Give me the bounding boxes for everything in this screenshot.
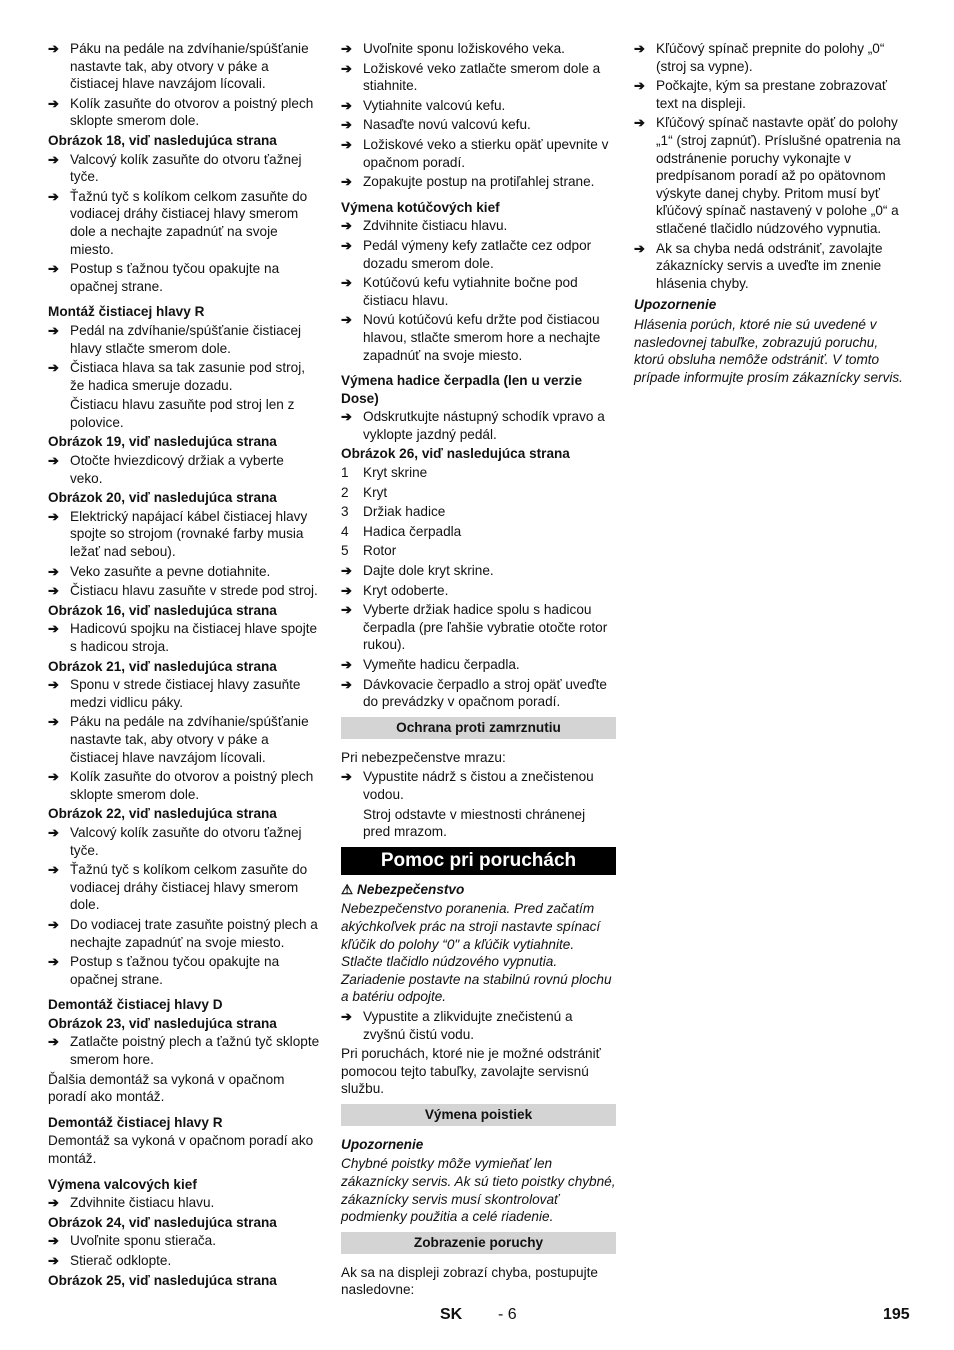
instruction-text: Kotúčovú kefu vytiahnite bočne pod čistiacu hlavu. — [363, 275, 578, 308]
arrow-icon: ➔ — [634, 78, 645, 94]
instruction-item — [48, 40, 320, 93]
arrow-icon: ➔ — [48, 714, 59, 730]
arrow-icon: ➔ — [341, 1008, 352, 1024]
instruction-text: Uvoľnite sponu ložiskového veka. — [363, 41, 565, 56]
instruction-text: Páku na pedále na zdvíhanie/spúšťanie nastavte tak, aby otvory v páke a čistiacej hlave navzájom lícovali. — [70, 714, 309, 765]
arrow-icon: ➔ — [341, 409, 352, 425]
arrow-icon: ➔ — [48, 563, 59, 579]
instruction-text: Ak sa chyba nedá odstrániť, zavolajte zákaznícky servis a uveďte im znenie hlásenia chyby. — [656, 240, 883, 291]
arrow-icon: ➔ — [341, 117, 352, 133]
instruction-text: Dávkovacie čerpadlo a stroj opäť uveďte do prevádzky v opačnom poradí. — [363, 676, 607, 710]
chapter-title: Pomoc pri poruchách — [341, 847, 616, 875]
instruction-item — [48, 151, 320, 186]
warning-heading — [341, 881, 616, 899]
numbered-item — [341, 464, 616, 482]
note-text: Chybné poistky môže vymieňať len zákaznícky servis. Ak sú tieto poistky chybné, zákaznícky servis musí skontrolovať podmienky použitia a celé riadenie. — [341, 1156, 616, 1225]
arrow-icon: ➔ — [341, 312, 352, 328]
section-title-bar: Výmena poistiek — [341, 1104, 616, 1126]
instruction-item — [341, 217, 616, 235]
arrow-icon: ➔ — [341, 275, 352, 291]
instruction-item — [341, 601, 616, 654]
instruction-text: Ložiskové veko a stierku opäť upevnite v opačnom poradí. — [363, 136, 609, 170]
instruction-text: Elektrický napájací kábel čistiacej hlavy spojte so strojom (rovnaké farby musia ležať nad sebou). — [70, 508, 308, 560]
section-heading: Obrázok 24, viď nasledujúca strana — [48, 1214, 277, 1230]
paragraph: Ďalšia demontáž sa vykoná v opačnom poradí ako montáž. — [48, 1071, 285, 1105]
arrow-icon: ➔ — [634, 115, 645, 131]
section-title-bar: Zobrazenie poruchy — [341, 1232, 616, 1254]
instruction-item — [341, 1008, 616, 1043]
instruction-text: Ložiskové veko zatlačte smerom dole a stiahnite. — [363, 60, 601, 94]
section-heading: Obrázok 23, viď nasledujúca strana — [48, 1015, 277, 1031]
arrow-icon: ➔ — [48, 188, 59, 204]
section-title-bar: Ochrana proti zamrznutiu — [341, 717, 616, 739]
column-left — [48, 40, 320, 1290]
arrow-icon: ➔ — [48, 1253, 59, 1268]
instruction-text: Kľúčový spínač nastavte opäť do polohy „1“ (stroj zapnúť). Príslušné opatrenia na odstránenie poruchy vykonajte v predpísanom poradí až po opätovnom výskyte danej chyby. Pritom musí byť kľúčový spínač nastavený v polohe „0“ a stlačené tlačidlo núdzového vypnutia. — [656, 115, 901, 236]
instruction-item — [48, 676, 320, 711]
instruction-item — [48, 322, 320, 357]
arrow-icon: ➔ — [48, 360, 59, 376]
section-heading: Obrázok 22, viď nasledujúca strana — [48, 806, 277, 822]
instruction-item — [48, 861, 320, 914]
arrow-icon: ➔ — [341, 769, 352, 785]
instruction-text: Postup s ťažnou tyčou opakujte na opačnej strane. — [70, 954, 280, 987]
arrow-icon: ➔ — [48, 769, 59, 785]
instruction-item — [48, 620, 320, 655]
instruction-text: Páku na pedále na zdvíhanie/spúšťanie nastavte tak, aby otvory v páke a čistiacej hlave navzájom lícovali. — [70, 41, 309, 92]
footer-language: SK — [440, 1306, 463, 1323]
arrow-icon: ➔ — [341, 582, 352, 598]
item-text: Kryt — [363, 484, 388, 500]
instruction-item — [48, 452, 320, 487]
instruction-text: Pedál výmeny kefy zatlačte cez odpor dozadu smerom dole. — [363, 237, 592, 271]
instruction-item — [341, 676, 616, 711]
arrow-icon: ➔ — [48, 1233, 59, 1249]
arrow-icon: ➔ — [48, 621, 59, 637]
instruction-text: Pedál na zdvíhanie/spúšťanie čistiacej hlavy stlačte smerom dole. — [70, 322, 302, 356]
instruction-item — [48, 260, 320, 295]
numbered-item — [341, 484, 616, 502]
section-heading: Výmena valcových kief — [48, 1176, 197, 1192]
instruction-item — [48, 563, 320, 581]
continuation-text: Čistiacu hlavu zasuňte pod stroj len z polovice. — [70, 397, 295, 430]
instruction-text: Kryt odoberte. — [363, 582, 449, 598]
instruction-text: Zatlačte poistný plech a ťažnú tyč sklopte smerom hore. — [70, 1034, 320, 1068]
instruction-text: Kľúčový spínač prepnite do polohy „0“ (stroj sa vypne). — [656, 41, 885, 74]
numbered-item — [341, 503, 616, 521]
arrow-icon: ➔ — [48, 261, 59, 277]
item-text: Rotor — [363, 543, 397, 559]
instruction-text: Veko zasuňte a pevne dotiahnite. — [70, 563, 271, 579]
instruction-item — [48, 1033, 320, 1068]
warning-triangle-icon: ⚠ — [341, 881, 354, 897]
section-heading: Obrázok 21, viď nasledujúca strana — [48, 658, 277, 674]
item-number: 4 — [341, 523, 349, 539]
arrow-icon: ➔ — [48, 916, 59, 932]
arrow-icon: ➔ — [634, 41, 645, 56]
item-number: 1 — [341, 465, 349, 481]
instruction-item — [48, 1252, 320, 1270]
instruction-text: Otočte hviezdicový držiak a vyberte veko. — [70, 453, 284, 486]
section-heading: Obrázok 18, viď nasledujúca strana — [48, 132, 277, 148]
arrow-icon: ➔ — [341, 676, 352, 692]
item-text: Kryt skrine — [363, 465, 428, 481]
arrow-icon: ➔ — [341, 657, 352, 672]
note-text: Hlásenia porúch, ktoré nie sú uvedené v nasledovnej tabuľke, zobrazujú poruchu, ktorú obsluha nemôže odstrániť. V tomto prípade informujte prosím zákaznícky servis. — [634, 316, 903, 385]
arrow-icon: ➔ — [341, 60, 352, 76]
arrow-icon: ➔ — [341, 174, 352, 190]
instruction-text: Vyberte držiak hadice spolu s hadicou čerpadla (pre ľahšie vybratie otočte rotor rukou). — [363, 602, 608, 653]
instruction-text: Ťažnú tyč s kolíkom celkom zasuňte do vodiacej dráhy čistiacej hlavy smerom dole a nechajte zapadnúť na svoje miesto. — [70, 188, 308, 257]
instruction-item — [634, 240, 908, 293]
instruction-item — [341, 656, 616, 674]
paragraph: Pri poruchách, ktoré nie je možné odstrániť pomocou tejto tabuľky, zavolajte servisnú službu. — [341, 1046, 601, 1097]
instruction-item — [48, 188, 320, 258]
instruction-item — [48, 713, 320, 766]
arrow-icon: ➔ — [48, 862, 59, 878]
instruction-item — [341, 408, 616, 443]
instruction-item — [341, 311, 616, 364]
arrow-icon: ➔ — [48, 824, 59, 840]
instruction-item — [48, 582, 320, 600]
section-heading: Obrázok 19, viď nasledujúca strana — [48, 434, 277, 450]
instruction-item — [48, 953, 320, 988]
instruction-item — [341, 237, 616, 272]
instruction-item — [634, 114, 908, 237]
instruction-text: Zdvihnite čistiacu hlavu. — [363, 218, 508, 234]
instruction-item — [48, 1194, 320, 1212]
arrow-icon: ➔ — [48, 1195, 59, 1211]
instruction-item — [48, 916, 320, 951]
instruction-item — [341, 40, 616, 58]
section-heading: Obrázok 25, viď nasledujúca strana — [48, 1272, 277, 1288]
numbered-item — [341, 523, 616, 541]
section-heading: Montáž čistiacej hlavy R — [48, 304, 205, 320]
paragraph: Demontáž sa vykoná v opačnom poradí ako montáž. — [48, 1133, 314, 1167]
instruction-item — [341, 173, 616, 191]
instruction-text: Vypustite nádrž s čistou a znečistenou vodou. — [363, 769, 594, 802]
instruction-text: Uvoľnite sponu stierača. — [70, 1233, 217, 1249]
arrow-icon: ➔ — [341, 136, 352, 152]
note-text: Nebezpečenstvo poranenia. Pred začatím akýchkoľvek prác na stroji nastavte spínací kľúčik do polohy “0" a kľúčik vytiahnite. Stlačte tlačidlo núdzového vypnutia. Zariadenie postavte na stabilnú rovnú plochu a batériu odpojte. — [341, 901, 612, 1005]
section-heading: Obrázok 20, viď nasledujúca strana — [48, 490, 277, 506]
arrow-icon: ➔ — [341, 97, 352, 113]
instruction-text: Hadicovú spojku na čistiacej hlave spojte s hadicou stroja. — [70, 621, 318, 654]
section-heading: Obrázok 26, viď nasledujúca strana — [341, 446, 570, 462]
numbered-item — [341, 542, 616, 560]
column-right — [634, 40, 908, 388]
instruction-text: Postup s ťažnou tyčou opakujte na opačnej strane. — [70, 261, 280, 294]
instruction-item — [341, 97, 616, 115]
arrow-icon: ➔ — [48, 453, 59, 469]
item-number: 3 — [341, 504, 349, 520]
section-heading: Obrázok 16, viď nasledujúca strana — [48, 602, 277, 618]
section-heading: Výmena hadice čerpadla (len u verzie Dose) — [341, 373, 583, 406]
section-heading: Demontáž čistiacej hlavy D — [48, 997, 223, 1013]
instruction-item — [341, 562, 616, 580]
footer-section-page: - 6 — [498, 1306, 517, 1323]
instruction-text: Čistiaca hlava sa tak zasunie pod stroj, že hadica smeruje dozadu. — [70, 360, 305, 393]
instruction-item — [634, 77, 908, 112]
instruction-text: Zdvihnite čistiacu hlavu. — [70, 1195, 215, 1211]
item-text: Držiak hadice — [363, 504, 446, 520]
arrow-icon: ➔ — [341, 41, 352, 56]
arrow-icon: ➔ — [48, 583, 59, 599]
arrow-icon: ➔ — [48, 954, 59, 970]
instruction-text: Ťažnú tyč s kolíkom celkom zasuňte do vodiacej dráhy čistiacej hlavy smerom dole. — [70, 862, 308, 913]
instruction-text: Valcový kolík zasuňte do otvoru ťažnej tyče. — [70, 824, 302, 858]
arrow-icon: ➔ — [48, 95, 59, 111]
arrow-icon: ➔ — [48, 508, 59, 524]
instruction-text: Kolík zasuňte do otvorov a poistný plech sklopte smerom dole. — [70, 769, 314, 802]
instruction-text: Sponu v strede čistiacej hlavy zasuňte medzi vidlicu páky. — [70, 677, 301, 710]
instruction-item — [48, 508, 320, 561]
instruction-text: Valcový kolík zasuňte do otvoru ťažnej tyče. — [70, 151, 302, 185]
instruction-text: Čistiacu hlavu zasuňte v strede pod stroj. — [70, 583, 318, 599]
paragraph: Pri nebezpečenstve mrazu: — [341, 749, 506, 765]
instruction-item — [48, 359, 320, 394]
instruction-item — [48, 824, 320, 859]
instruction-item — [341, 60, 616, 95]
instruction-text: Kolík zasuňte do otvorov a poistný plech sklopte smerom dole. — [70, 95, 314, 129]
instruction-text: Novú kotúčovú kefu držte pod čistiacou hlavou, stlačte smerom hore a nechajte zapadnúť na svoje miesto. — [363, 312, 601, 363]
instruction-text: Vymeňte hadicu čerpadla. — [363, 657, 520, 672]
instruction-item — [48, 768, 320, 803]
instruction-text: Zopakujte postup na protiľahlej strane. — [363, 174, 595, 190]
item-number: 2 — [341, 484, 349, 500]
instruction-text: Počkajte, kým sa prestane zobrazovať text na displeji. — [656, 78, 888, 111]
arrow-icon: ➔ — [341, 602, 352, 618]
arrow-icon: ➔ — [48, 1034, 59, 1050]
page-footer — [0, 1306, 954, 1330]
arrow-icon: ➔ — [48, 322, 59, 338]
instruction-item — [341, 274, 616, 309]
instruction-text: Vytiahnite valcovú kefu. — [363, 97, 506, 113]
instruction-text: Odskrutkujte nástupný schodík vpravo a vyklopte jazdný pedál. — [363, 409, 605, 442]
warning-heading-text: Nebezpečenstvo — [357, 881, 465, 897]
continuation-text: Stroj odstavte v miestnosti chránenej pred mrazom. — [363, 806, 586, 840]
item-number: 5 — [341, 543, 349, 559]
column-middle — [341, 40, 616, 1301]
instruction-item — [341, 136, 616, 171]
instruction-text: Vypustite a zlikvidujte znečistenú a zvyšnú čistú vodu. — [363, 1008, 573, 1042]
instruction-text: Stierač odklopte. — [70, 1253, 172, 1268]
arrow-icon: ➔ — [634, 240, 645, 256]
instruction-item — [48, 95, 320, 130]
section-heading: Demontáž čistiacej hlavy R — [48, 1114, 223, 1130]
arrow-icon: ➔ — [341, 218, 352, 234]
instruction-text: Do vodiacej trate zasuňte poistný plech a nechajte zapadnúť na svoje miesto. — [70, 916, 318, 950]
instruction-text: Dajte dole kryt skrine. — [363, 563, 494, 579]
instruction-item — [341, 116, 616, 134]
paragraph: Ak sa na displeji zobrazí chyba, postupujte nasledovne: — [341, 1264, 598, 1298]
instruction-item — [48, 1232, 320, 1250]
arrow-icon: ➔ — [341, 563, 352, 579]
note-heading: Upozornenie — [634, 297, 717, 313]
arrow-icon: ➔ — [48, 677, 59, 693]
instruction-item — [341, 582, 616, 600]
arrow-icon: ➔ — [48, 151, 59, 167]
instruction-text: Nasaďte novú valcovú kefu. — [363, 117, 531, 133]
item-text: Hadica čerpadla — [363, 523, 462, 539]
footer-page-number: 195 — [883, 1306, 910, 1323]
instruction-item — [341, 768, 616, 803]
arrow-icon: ➔ — [341, 237, 352, 253]
instruction-item — [634, 40, 908, 75]
arrow-icon: ➔ — [48, 41, 59, 56]
note-heading: Upozornenie — [341, 1136, 424, 1152]
section-heading: Výmena kotúčových kief — [341, 199, 500, 215]
